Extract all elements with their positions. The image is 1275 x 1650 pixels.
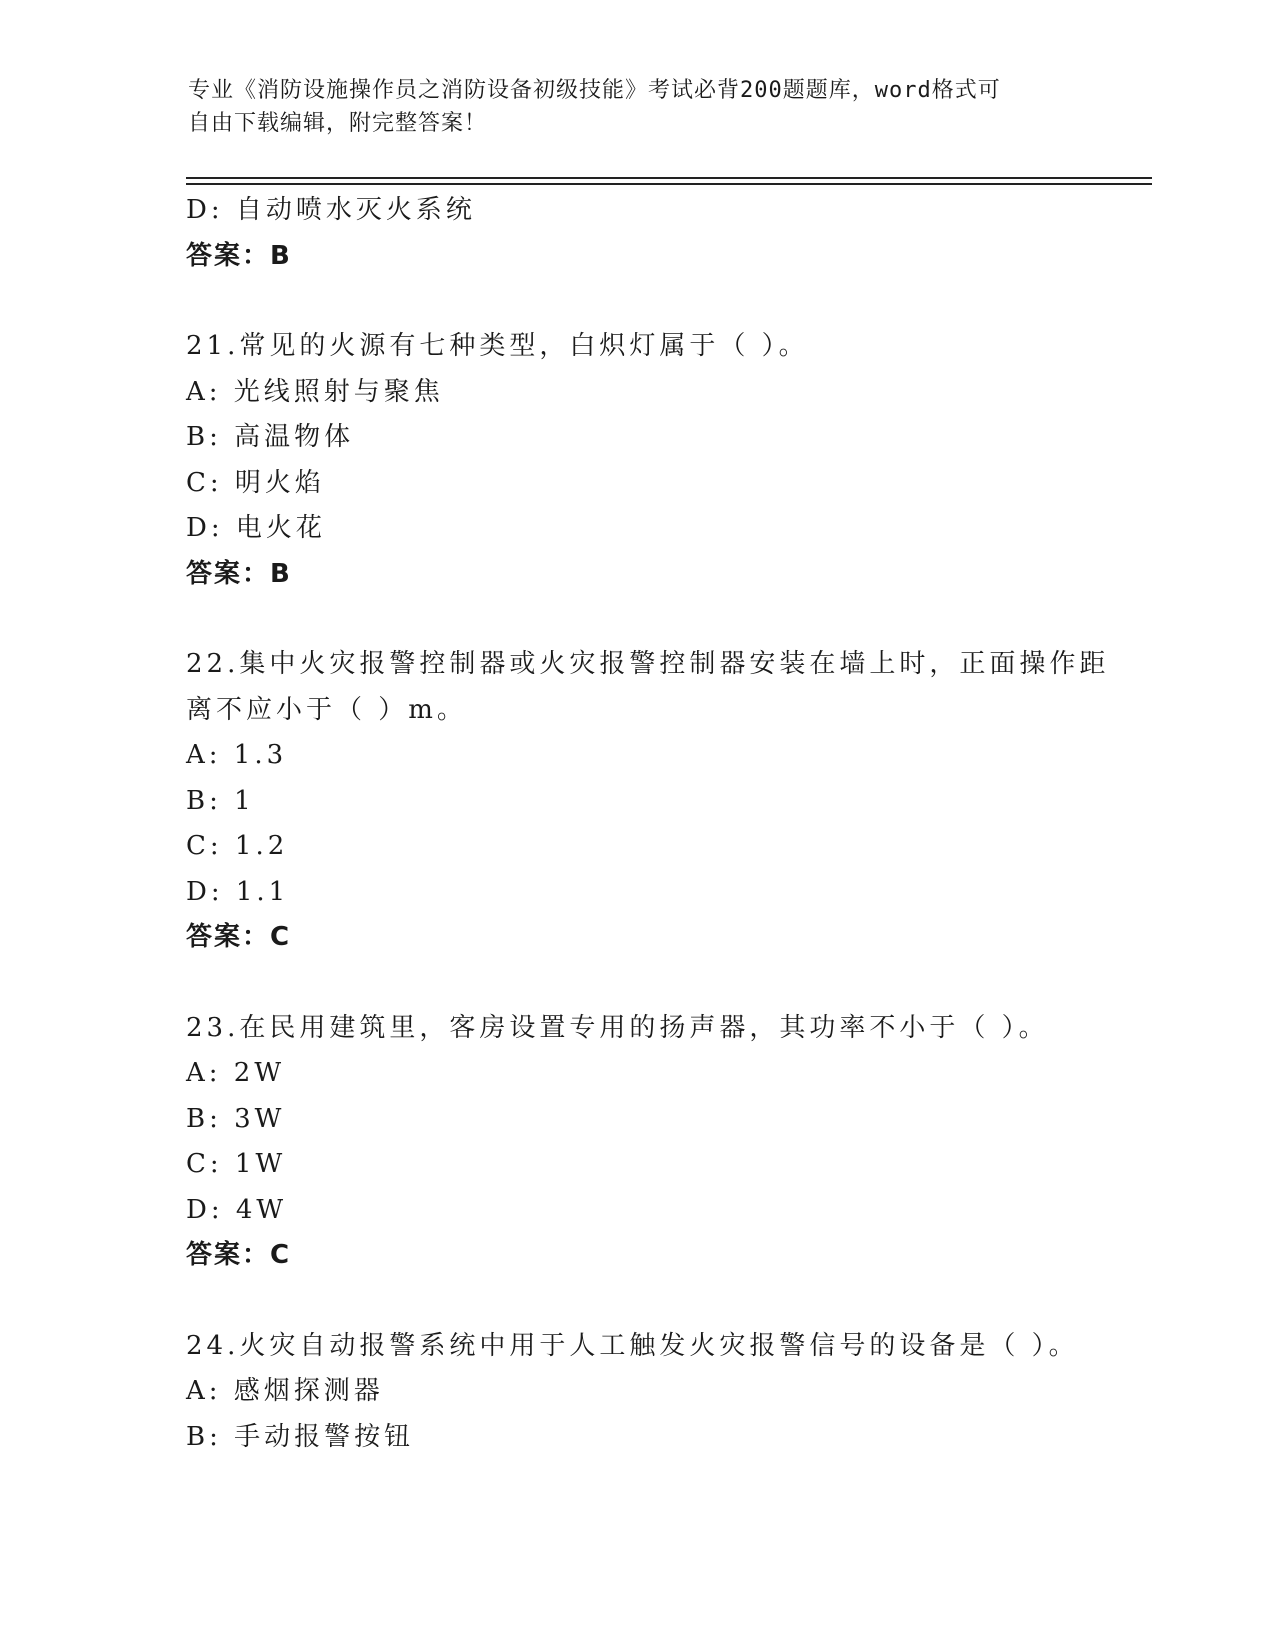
question-21-option-a: A: 光线照射与聚焦 [186, 376, 444, 407]
question-21-option-d: D: 电火花 [186, 513, 326, 543]
answer-line: 答案：B [186, 240, 292, 271]
header-line-1: 专业《消防设施操作员之消防设备初级技能》考试必背200题题库，word格式可 [188, 78, 1001, 103]
question-21-option-c: C: 明火焰 [186, 467, 325, 498]
question-22-stem-line-1: 22.集中火灾报警控制器或火灾报警控制器安装在墙上时，正面操作距 [186, 649, 1110, 679]
question-22-option-b: B: 1 [186, 785, 255, 816]
question-23-option-d: D: 4W [186, 1194, 288, 1225]
question-21-option-b: B: 高温物体 [186, 422, 355, 452]
question-24-option-a: A: 感烟探测器 [186, 1376, 384, 1406]
spacer [186, 1279, 1086, 1324]
spacer [186, 279, 1086, 324]
header-line-2: 自由下载编辑，附完整答案！ [188, 111, 488, 136]
question-23-option-b: B: 3W [186, 1103, 286, 1134]
question-23-stem: 23.在民用建筑里，客房设置专用的扬声器，其功率不小于（ ）。 [186, 1012, 1049, 1043]
question-22-option-a: A: 1.3 [186, 740, 288, 770]
question-22-option-c: C: 1.2 [186, 831, 289, 861]
question-list [186, 188, 1110, 1460]
question-23-answer: 答案：C [186, 1240, 292, 1270]
question-22-stem-line-2: 离不应小于（ ）m。 [186, 694, 467, 725]
question-21-stem: 21.常见的火源有七种类型，白炽灯属于（ ）。 [186, 331, 809, 361]
header-divider-top [186, 177, 1152, 179]
question-24-option-b: B: 手动报警按钮 [186, 1421, 415, 1452]
document-header [188, 74, 1068, 140]
header-divider-bottom [186, 183, 1152, 185]
option-d: D: 自动喷水灭火系统 [186, 195, 476, 225]
spacer [186, 961, 1086, 1006]
question-23-option-a: A: 2W [186, 1058, 286, 1088]
question-23-option-c: C: 1W [186, 1149, 287, 1179]
question-22-answer: 答案：C [186, 922, 292, 952]
spacer [186, 597, 1086, 642]
question-24-stem: 24.火灾自动报警系统中用于人工触发火灾报警信号的设备是（ ）。 [186, 1330, 1079, 1361]
question-22-option-d: D: 1.1 [186, 876, 290, 907]
question-21-answer: 答案：B [186, 558, 292, 589]
